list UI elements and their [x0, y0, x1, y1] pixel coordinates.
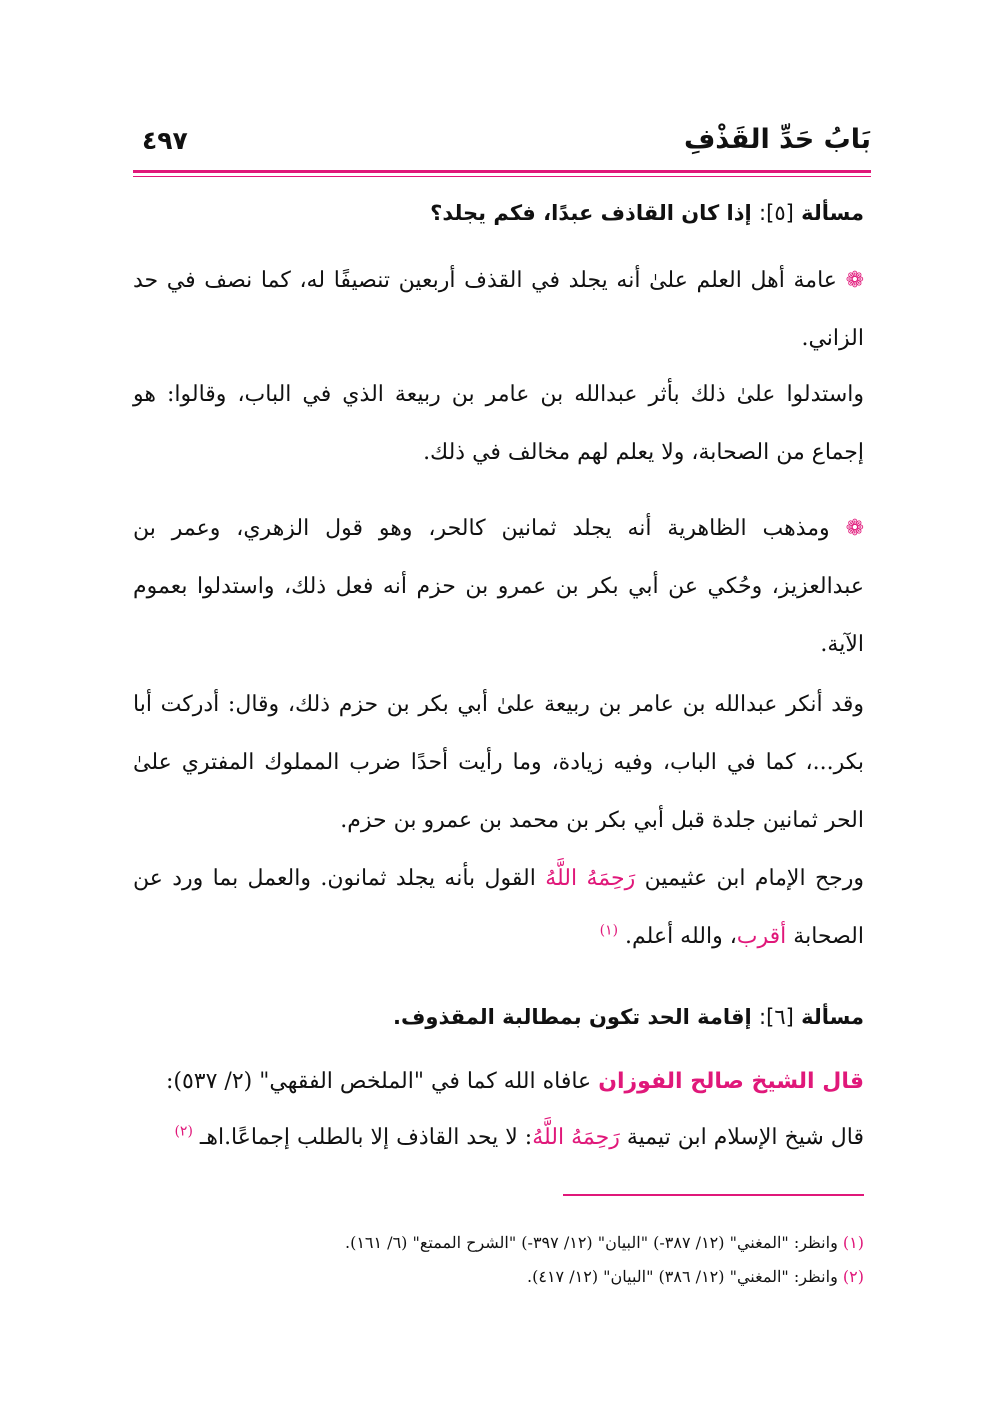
heading-number: [٦]:	[759, 1005, 794, 1029]
honorific: رَحِمَهُ اللَّهُ	[532, 1125, 620, 1150]
heading-label: مسألة	[801, 201, 864, 225]
conclusion-text: ورجح الإمام ابن عثيمين	[644, 866, 864, 891]
heading-label: مسألة	[801, 1005, 864, 1029]
page-number: ٤٩٧	[142, 126, 188, 155]
footnote-separator	[563, 1194, 864, 1196]
paragraph-text: عامة أهل العلم علىٰ أنه يجلد في القذف أربعين تنصيفًا له، كما نصف في حد الزاني.	[133, 268, 864, 351]
flower-icon: ❁	[845, 268, 865, 293]
footnote-text: وانظر: "المغني" (١٢/ ٣٨٦) "البيان" (١٢/ ٤١٧).	[527, 1267, 838, 1286]
section-heading-5	[133, 196, 864, 230]
quote-paragraph	[133, 1054, 864, 1166]
paragraph-text: وقد أنكر عبدالله بن عامر بن ربيعة علىٰ أبي بكر بن حزم ذلك، وقال: أدركت أبا بكر...، كما في الباب، وفيه زيادة، وما رأيت أحدًا ضرب المملوك المفتري علىٰ الحر ثمانين جلدة قبل أبي بكر بن محمد بن عمرو بن حزم.	[133, 692, 864, 833]
header-rule-thin	[133, 176, 871, 177]
quote-author: قال الشيخ صالح الفوزان	[598, 1069, 864, 1094]
quote-text: : لا يحد القاذف إلا بالطلب إجماعًا.اهـ	[199, 1125, 533, 1150]
footnote-item	[133, 1226, 864, 1260]
footnote-text: وانظر: "المغني" (١٢/ ٣٨٧-) "البيان" (١٢/ ٣٩٧-) "الشرح الممتع" (٦/ ١٦١).	[344, 1233, 838, 1252]
paragraph	[133, 676, 864, 850]
heading-text: إقامة الحد تكون بمطالبة المقذوف.	[393, 1005, 752, 1029]
honorific: رَحِمَهُ اللَّهُ	[545, 866, 636, 891]
paragraph-text: واستدلوا علىٰ ذلك بأثر عبدالله بن عامر بن ربيعة الذي في الباب، وقالوا: هو إجماع من الصحابة، ولا يعلم لهم مخالف في ذلك.	[133, 382, 864, 465]
conclusion-text: القول بأنه يجلد ثمانون. والعمل بما ورد عن الصحابة	[133, 866, 864, 949]
highlighted-word: أقرب	[736, 924, 787, 949]
conclusion-paragraph	[133, 850, 864, 966]
paragraph	[133, 252, 864, 368]
section-heading-6	[133, 1000, 864, 1034]
paragraph	[133, 366, 864, 482]
quote-text: قال شيخ الإسلام ابن تيمية	[626, 1125, 864, 1150]
paragraph	[133, 500, 864, 674]
paragraph-text: ومذهب الظاهرية أنه يجلد ثمانين كالحر، وهو قول الزهري، وعمر بن عبدالعزيز، وحُكي عن أبي بكر بن عمرو بن حزم أنه فعل ذلك، واستدلوا بعموم الآية.	[133, 516, 864, 657]
conclusion-text: ، والله أعلم.	[625, 924, 737, 949]
footnote-ref-1[interactable]: (١)	[599, 922, 619, 939]
footnotes	[133, 1226, 864, 1294]
header-rule-thick	[133, 170, 871, 173]
footnote-mark: (٢)	[842, 1267, 864, 1286]
footnote-mark: (١)	[842, 1233, 864, 1252]
flower-icon: ❁	[845, 516, 865, 541]
quote-intro: عافاه الله كما في "الملخص الفقهي" (٢/ ٥٣٧):	[165, 1069, 592, 1094]
footnote-item	[133, 1260, 864, 1294]
heading-number: [٥]:	[759, 201, 794, 225]
chapter-title: بَابُ حَدِّ القَذْفِ	[683, 124, 871, 155]
footnote-ref-2[interactable]: (٢)	[174, 1123, 193, 1140]
heading-text: إذا كان القاذف عبدًا، فكم يجلد؟	[430, 201, 752, 225]
